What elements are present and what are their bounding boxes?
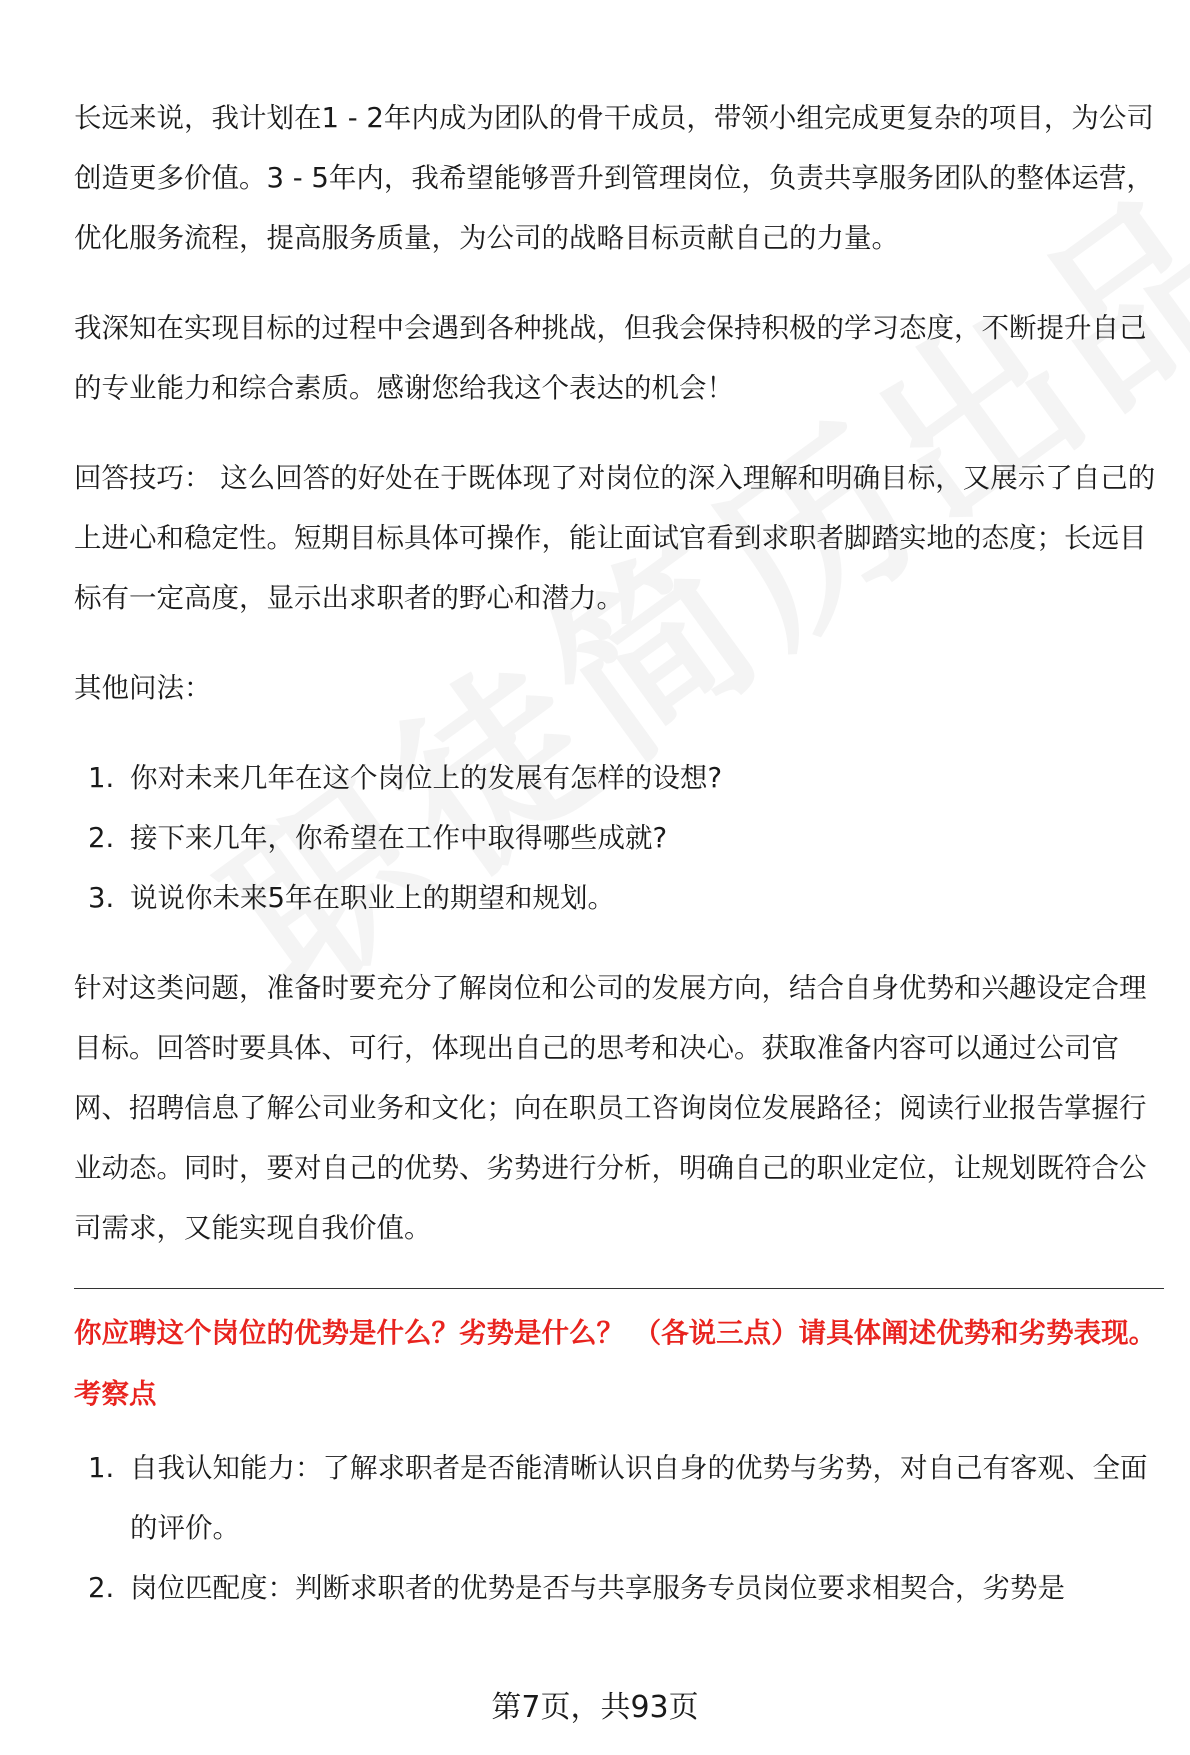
section-divider: [74, 1288, 1164, 1289]
section-heading-assessment-points: 考察点: [74, 1378, 157, 1410]
list-item-number: 2.: [88, 822, 115, 854]
list-item: [74, 868, 1164, 928]
list-item: [74, 748, 1164, 808]
other-questions-list: [74, 748, 1164, 928]
list-item-number: 3.: [88, 882, 115, 914]
paragraph-answer-tips: 回答技巧： 这么回答的好处在于既体现了对岗位的深入理解和明确目标，又展示了自己的上进心和稳定性。短期目标具体可操作，能让面试官看到求职者脚踏实地的态度；长远目标有一定高度，显示出求职者的野心和潜力。: [74, 462, 1156, 614]
page-number-footer: 第7页，共93页: [491, 1690, 699, 1725]
list-item-text: 自我认知能力：了解求职者是否能清晰认识自身的优势与劣势，对自己有客观、全面的评价。: [130, 1452, 1148, 1544]
list-item-text: 你对未来几年在这个岗位上的发展有怎样的设想?: [130, 762, 723, 794]
list-item-text: 接下来几年，你希望在工作中取得哪些成就?: [130, 822, 668, 854]
list-item-text: 岗位匹配度：判断求职者的优势是否与共享服务专员岗位要求相契合，劣势是: [130, 1572, 1065, 1604]
question-heading: 你应聘这个岗位的优势是什么？劣势是什么？ （各说三点）请具体阐述优势和劣势表现。: [74, 1317, 1157, 1349]
list-item-number: 1.: [88, 1452, 115, 1484]
list-item-text: 说说你未来5年在职业上的期望和规划。: [130, 882, 615, 914]
paragraph-long-term-plan: 长远来说，我计划在1 - 2年内成为团队的骨干成员，带领小组完成更复杂的项目，为公司创造更多价值。3 - 5年内，我希望能够晋升到管理岗位，负责共享服务团队的整体运营，优化服务流程，提高服务质量，为公司的战略目标贡献自己的力量。: [74, 102, 1154, 254]
assessment-points-list: [74, 1438, 1164, 1618]
list-item-number: 2.: [88, 1572, 115, 1604]
paragraph-other-questions-label: 其他问法：: [74, 672, 212, 704]
paragraph-challenges: 我深知在实现目标的过程中会遇到各种挑战，但我会保持积极的学习态度，不断提升自己的专业能力和综合素质。感谢您给我这个表达的机会！: [74, 312, 1147, 404]
page-content: [74, 88, 1164, 1648]
list-item-number: 1.: [88, 762, 115, 794]
list-item: [74, 1558, 1164, 1618]
paragraph-preparation-advice: 针对这类问题，准备时要充分了解岗位和公司的发展方向，结合自身优势和兴趣设定合理目标。回答时要具体、可行，体现出自己的思考和决心。获取准备内容可以通过公司官网、招聘信息了解公司业务和文化；向在职员工咨询岗位发展路径；阅读行业报告掌握行业动态。同时，要对自己的优势、劣势进行分析，明确自己的职业定位，让规划既符合公司需求，又能实现自我价值。: [74, 972, 1147, 1244]
list-item: [74, 808, 1164, 868]
list-item: [74, 1438, 1164, 1558]
